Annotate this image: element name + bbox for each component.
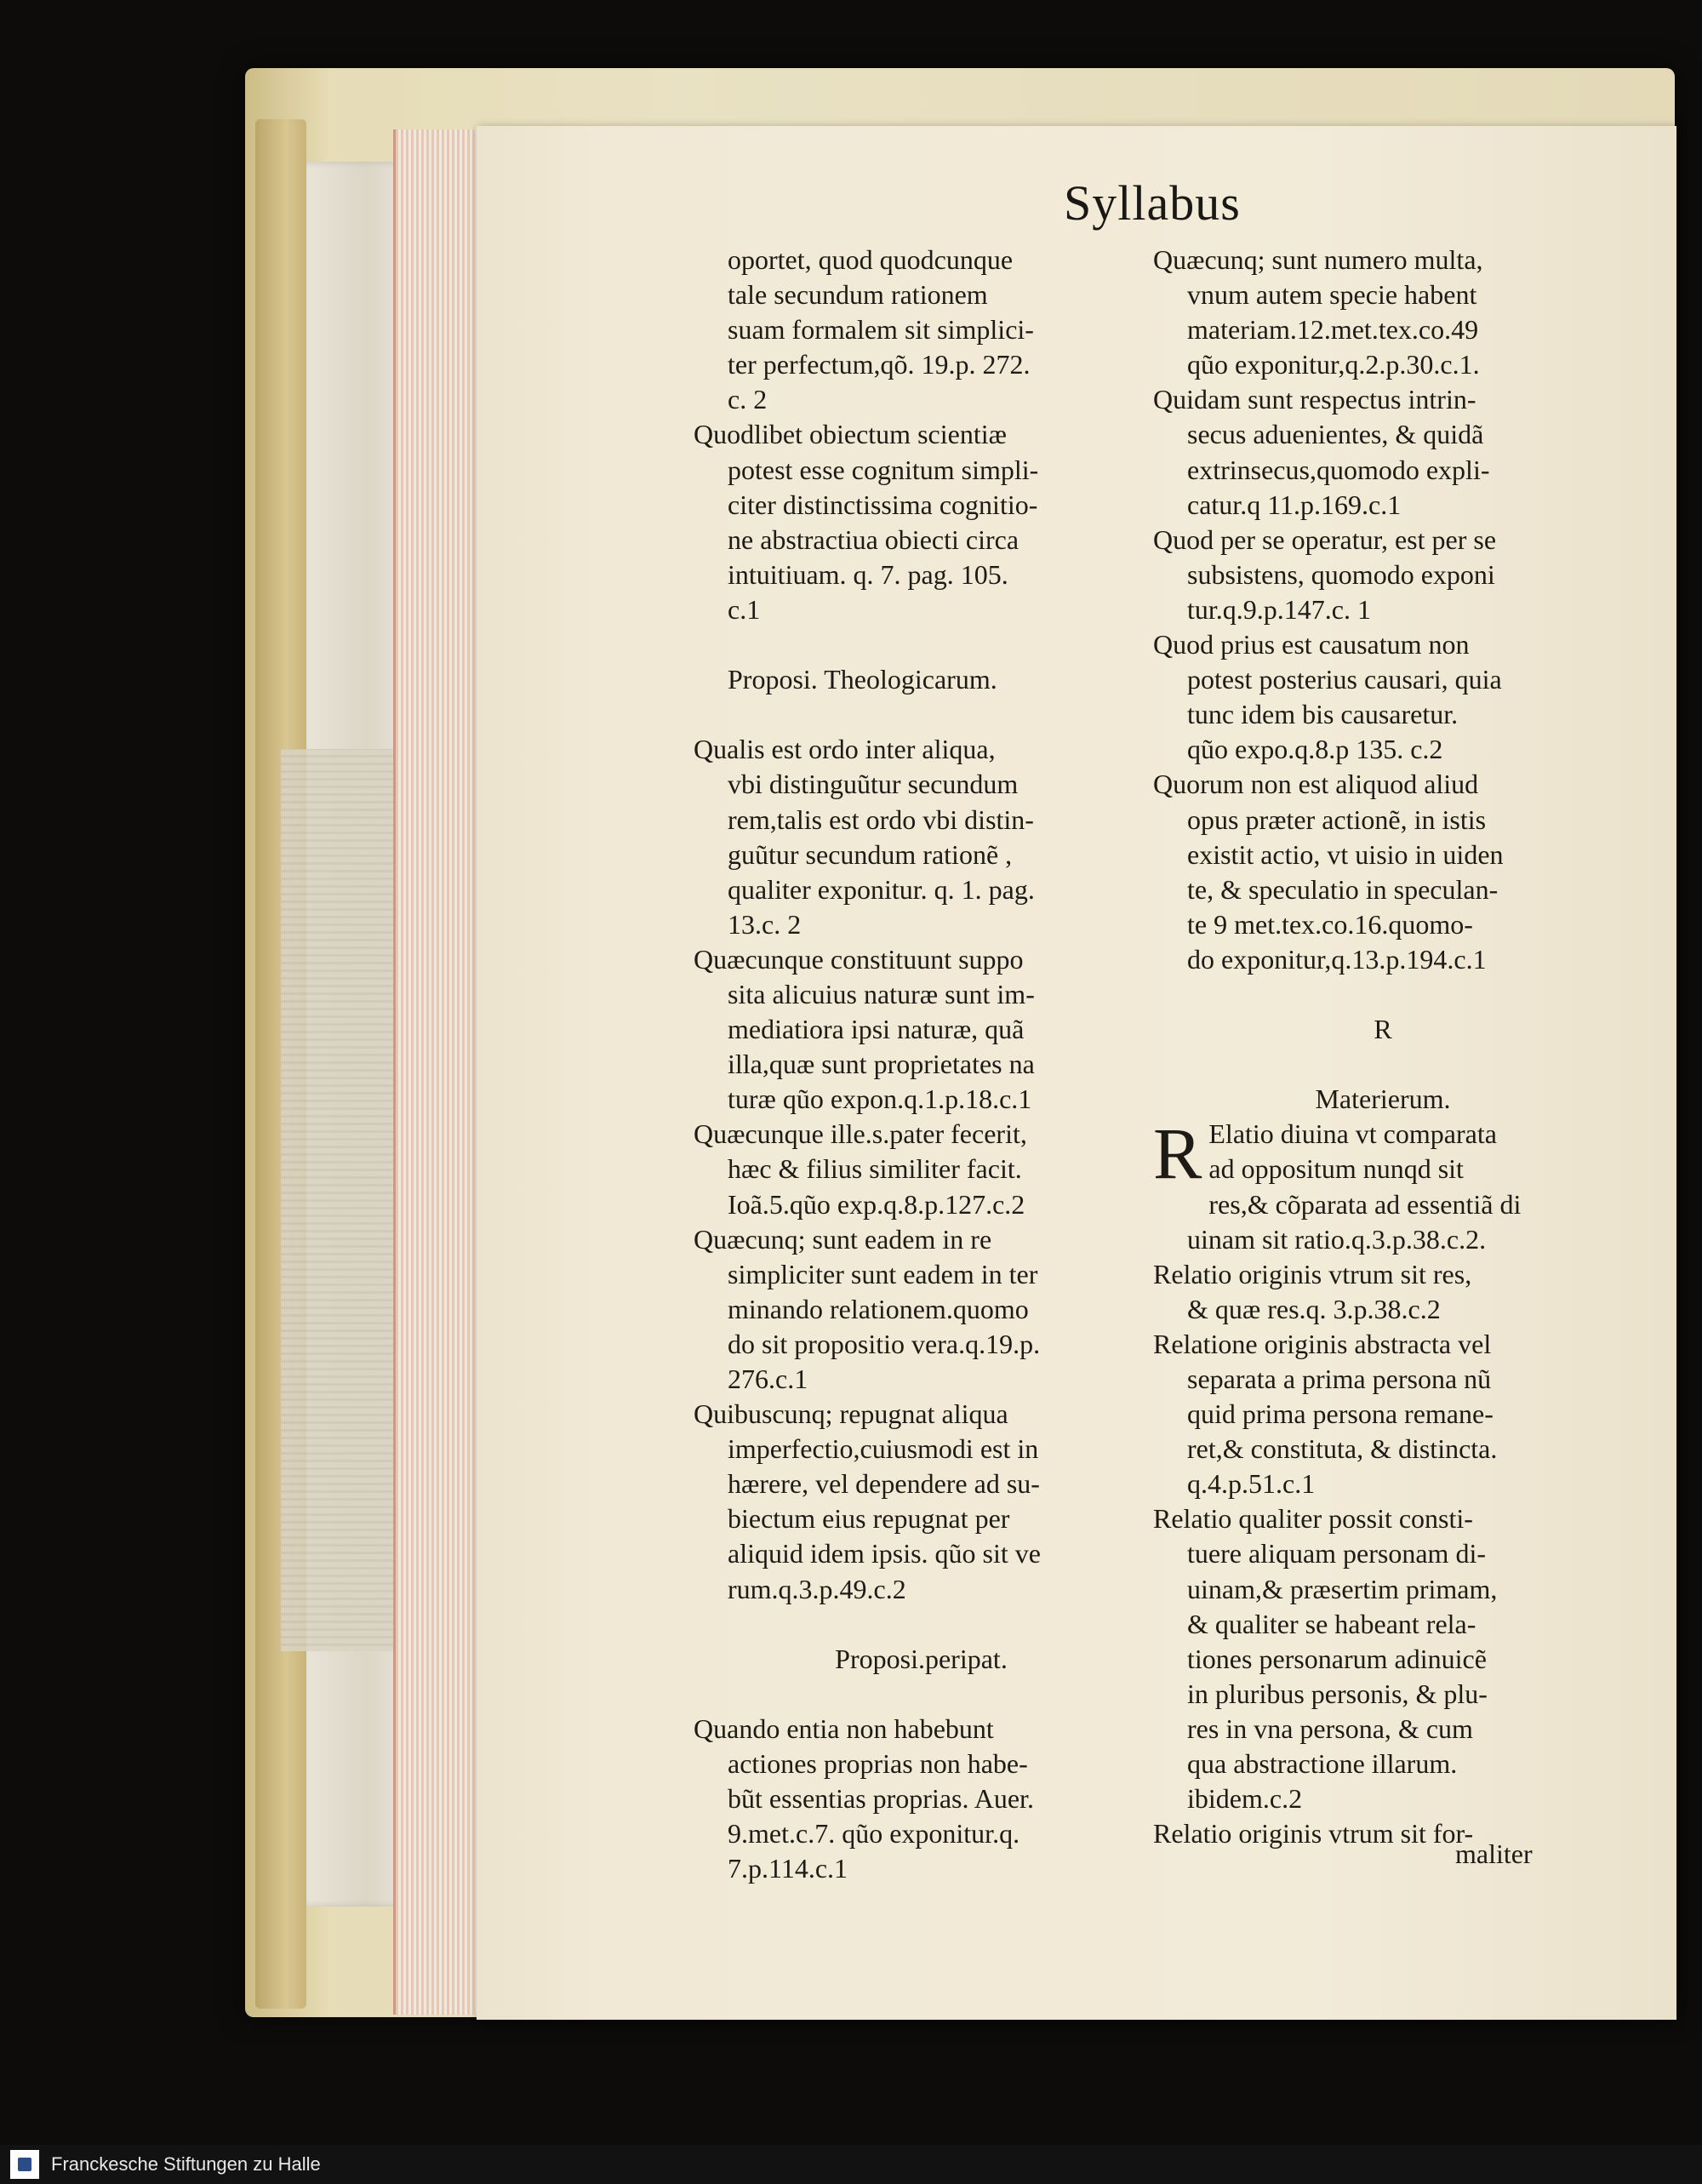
text-line: quid prima persona remane- [1187,1398,1494,1430]
text-line: oportet, quod quodcunque [728,244,1014,275]
text-line: in pluribus personis, & plu- [1187,1678,1488,1709]
text-line: Relatio qualiter possit consti- [1153,1503,1473,1535]
text-line: separata a prima persona nũ [1187,1364,1492,1394]
text-line: Proposi. Theologicarum. [728,664,997,695]
blank-line [694,1677,1149,1712]
text-line: Relatione originis abstracta vel [1153,1328,1492,1359]
text-line: Quorum non est aliquod aliud [1153,769,1479,800]
text-line: guũtur secundum rationẽ , [728,838,1013,870]
text-line: hærere, vel dependere ad su- [728,1468,1040,1500]
left-text-column [694,243,1149,1886]
text-line: ret,& constituta, & distincta. [1187,1433,1498,1465]
text-line: existit actio, vt uisio in uiden [1187,838,1504,870]
footer-credit: Franckesche Stiftungen zu Halle [51,2153,321,2175]
text-line: & quæ res.q. 3.p.38.c.2 [1187,1293,1441,1324]
text-line: qualiter exponitur. q. 1. pag. [728,873,1035,905]
right-text-column [1153,243,1613,1851]
text-line: tale secundum rationem [728,279,988,311]
text-line: Quidam sunt respectus intrin- [1153,384,1476,415]
text-line: Quod per se operatur, est per se [1153,523,1497,555]
text-line: rum.q.3.p.49.c.2 [728,1573,906,1604]
text-line: rem,talis est ordo vbi distin- [728,803,1034,835]
text-line: Relatio originis vtrum sit for- [1153,1818,1474,1850]
text-line: Quæcunque constituunt suppo [694,943,1024,975]
text-line: suam formalem sit simplici- [728,314,1034,346]
blank-line [1153,977,1613,1012]
viewer-footer [0,2145,1702,2184]
text-line: potest posterius causari, quia [1187,664,1502,695]
text-line: Quando entia non habebunt [694,1712,994,1744]
text-line: tuere aliquam personam di- [1187,1538,1486,1569]
text-line: sita alicuius naturæ sunt im- [728,978,1035,1009]
text-line: Quod prius est causatum non [1153,629,1470,660]
text-line: potest esse cognitum simpli- [728,454,1039,485]
text-line: vbi distinguũtur secundum [728,769,1019,800]
text-line: qũo exponitur,q.2.p.30.c.1. [1187,349,1480,380]
blank-line [1153,1047,1613,1082]
text-line: c.1 [728,593,761,625]
text-line: secus aduenientes, & quidã [1187,419,1484,450]
text-line: aliquid idem ipsis. qũo sit ve [728,1538,1041,1569]
text-line: simpliciter sunt eadem in ter [728,1258,1038,1289]
text-line: tunc idem bis causaretur. [1187,699,1459,730]
blank-line [694,1607,1149,1642]
text-line: & qualiter se habeant rela- [1187,1608,1476,1639]
text-line: citer distinctissima cognitio- [728,489,1038,520]
text-line: R [1374,1014,1392,1045]
text-line: 9.met.c.7. qũo exponitur.q. [728,1818,1020,1850]
printed-paper-scrap [281,749,408,1651]
dropcap-paragraph [1153,1112,1613,1195]
text-line: te 9 met.tex.co.16.quomo- [1187,908,1473,940]
text-line: Quæcunq; sunt numero multa, [1153,244,1483,275]
text-line: res in vna persona, & cum [1187,1712,1473,1744]
text-line: Quæcunque ille.s.pater fecerit, [694,1118,1027,1150]
text-line: vnum autem specie habent [1187,279,1477,311]
text-line: mediatiora ipsi naturæ, quã [728,1014,1025,1045]
text-line: 13.c. 2 [728,908,802,940]
text-line: materiam.12.met.tex.co.49 [1187,314,1479,346]
text-line: Proposi.peripat. [835,1643,1008,1674]
text-line: subsistens, quomodo exponi [1187,558,1495,590]
dropcap-line: ad oppositum nunqd sit [1208,1153,1464,1185]
text-line: uinam,& præsertim primam, [1187,1573,1498,1604]
text-line: intuitiuam. q. 7. pag. 105. [728,558,1008,590]
text-line: te, & speculatio in speculan- [1187,873,1499,905]
text-line: bũt essentias proprias. Auer. [728,1783,1034,1815]
text-line: q.4.p.51.c.1 [1187,1468,1316,1500]
text-line: res,& cõparata ad essentiã di [1208,1188,1522,1220]
text-line: turæ qũo expon.q.1.p.18.c.1 [728,1083,1032,1115]
text-line: tur.q.9.p.147.c. 1 [1187,593,1371,625]
right-column-entries-after [1153,1187,1613,1852]
text-line: hæc & filius similiter facit. [728,1153,1022,1185]
page-edges [393,129,483,2015]
text-line: c. 2 [728,384,768,415]
text-line: imperfectio,cuiusmodi est in [728,1433,1039,1465]
text-line: qua abstractione illarum. [1187,1748,1458,1780]
text-line: Materierum. [1315,1083,1451,1115]
right-column-entries [1153,243,1613,1117]
text-line: Relatio originis vtrum sit res, [1153,1258,1472,1289]
text-line: ter perfectum,qõ. 19.p. 272. [728,349,1031,380]
text-line: illa,quæ sunt proprietates na [728,1049,1035,1080]
text-line: 276.c.1 [728,1364,808,1394]
text-line: tiones personarum adinuicẽ [1187,1643,1487,1674]
text-line: biectum eius repugnat per [728,1503,1010,1535]
blank-line [694,697,1149,732]
page-header: Syllabus [1064,175,1241,231]
catchword: maliter [1455,1838,1533,1869]
text-line: opus præter actionẽ, in istis [1187,803,1487,835]
text-line: 7.p.114.c.1 [728,1853,848,1884]
text-line: Quodlibet obiectum scientiæ [694,419,1007,450]
text-line: ibidem.c.2 [1187,1783,1303,1815]
text-line: Qualis est ordo inter aliqua, [694,734,996,765]
text-line: extrinsecus,quomodo expli- [1187,454,1490,485]
dropcap-line: Elatio diuina vt comparata [1208,1118,1497,1150]
dropcap-letter: R [1153,1112,1202,1195]
blank-line [694,627,1149,662]
text-line: ne abstractiua obiecti circa [728,523,1019,555]
text-line: actiones proprias non habe- [728,1748,1028,1780]
text-line: uinam sit ratio.q.3.p.38.c.2. [1187,1223,1487,1255]
text-line: qũo expo.q.8.p 135. c.2 [1187,734,1443,765]
text-line: do exponitur,q.13.p.194.c.1 [1187,943,1487,975]
text-line: catur.q 11.p.169.c.1 [1187,489,1402,520]
text-line: Ioã.5.qũo exp.q.8.p.127.c.2 [728,1188,1025,1220]
text-line: minando relationem.quomo [728,1293,1029,1324]
institution-logo-icon [10,2150,39,2179]
text-line: do sit propositio vera.q.19.p. [728,1328,1041,1359]
text-line: Quibuscunq; repugnat aliqua [694,1398,1008,1430]
text-line: Quæcunq; sunt eadem in re [694,1223,992,1255]
